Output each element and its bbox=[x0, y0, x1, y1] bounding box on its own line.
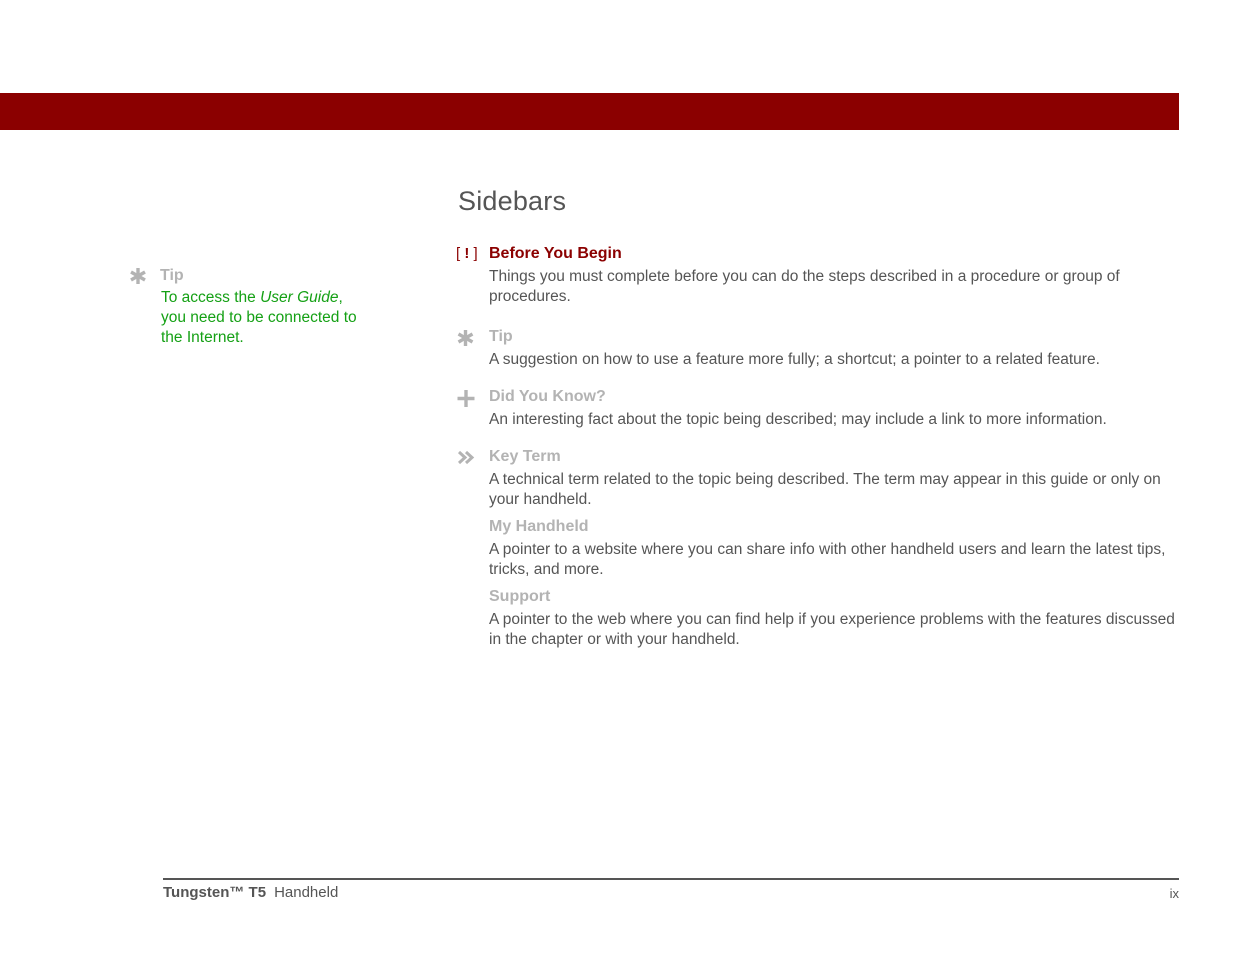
page-number: ix bbox=[1169, 886, 1179, 901]
double-chevron-right-icon bbox=[456, 448, 484, 468]
entry-body: An interesting fact about the topic being described; may include a link to more information. bbox=[489, 411, 1107, 428]
entry-body: A suggestion on how to use a feature more fully; a shortcut; a pointer to a related feature. bbox=[489, 351, 1100, 368]
bracket-exclamation-icon: [ ! ] bbox=[456, 245, 478, 262]
device-name: Handheld bbox=[274, 884, 339, 901]
entry-heading: Before You Begin bbox=[489, 245, 622, 262]
product-name: Tungsten™ T5 bbox=[163, 884, 267, 901]
margin-tip-title: Tip bbox=[160, 267, 184, 284]
entry-heading: Tip bbox=[489, 328, 513, 345]
header-bar bbox=[0, 93, 1179, 130]
asterisk-icon bbox=[456, 328, 484, 348]
page-title: Sidebars bbox=[458, 186, 567, 216]
user-guide-emphasis: User Guide bbox=[260, 289, 339, 306]
entry-heading: Support bbox=[489, 588, 551, 605]
entry-body: Things you must complete before you can do the steps described in a procedure or group of procedures. bbox=[489, 268, 1120, 305]
margin-tip-text: To access the User Guide, you need to be connected to the Internet. bbox=[161, 289, 357, 346]
entry-body: A pointer to a website where you can share info with other handheld users and learn the latest tips, tricks, and more. bbox=[489, 541, 1166, 578]
entry-body: A technical term related to the topic being described. The term may appear in this guide or only on your handheld. bbox=[489, 471, 1161, 508]
asterisk-icon bbox=[128, 266, 148, 286]
entry-heading: My Handheld bbox=[489, 518, 589, 535]
plus-icon bbox=[456, 388, 484, 408]
footer-product bbox=[163, 884, 338, 901]
entry-heading: Did You Know? bbox=[489, 388, 606, 405]
footer-rule bbox=[163, 878, 1179, 880]
entry-body: A pointer to the web where you can find help if you experience problems with the features discussed in the chapter or with your handheld. bbox=[489, 611, 1175, 648]
entry-heading: Key Term bbox=[489, 448, 561, 465]
